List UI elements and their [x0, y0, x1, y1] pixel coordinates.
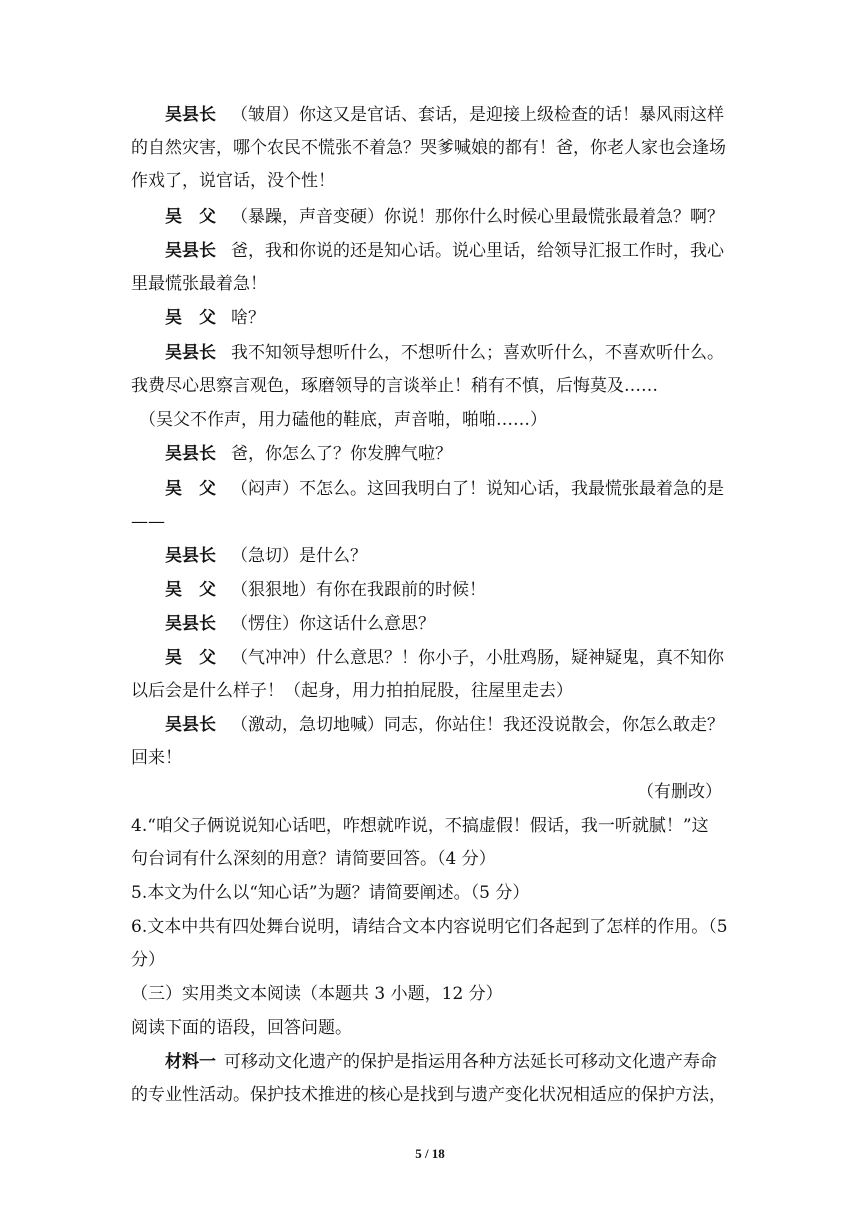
- line-text: 爸，我和你说的还是知心话。说心里话，给领导汇报工作时，我心: [231, 241, 724, 261]
- speaker-name: 吴 父: [165, 207, 216, 227]
- dialogue-line: [165, 478, 731, 500]
- line-text: 可移动文化遗产的保护是指运用各种方法延长可移动文化遗产寿命: [224, 1052, 717, 1072]
- speaker-name: 吴 父: [165, 648, 216, 668]
- dialogue-line: [165, 240, 731, 262]
- text-line: 以后会是什么样子！（起身，用力拍拍屁股，往屋里走去）: [131, 681, 573, 701]
- speaker-name: 吴县长: [165, 343, 216, 363]
- speaker-name: 吴 父: [165, 308, 216, 328]
- line-text: （狠狠地）有你在我跟前的时候！: [231, 580, 486, 600]
- stage-direction: （吴父不作声，用力磕他的鞋底，声音啪，啪啪……）: [139, 410, 547, 430]
- dialogue-line: [165, 647, 731, 669]
- dialogue-line: [165, 342, 731, 364]
- speaker-name: 吴县长: [165, 614, 216, 634]
- dialogue-line: [165, 206, 731, 228]
- text-line: 回来！: [131, 748, 182, 768]
- line-text: （激动，急切地喊）同志，你站住！我还没说散会，你怎么敢走？: [231, 715, 724, 735]
- speaker-name: 吴县长: [165, 715, 216, 735]
- material-line: [165, 1051, 731, 1073]
- dialogue-line: [165, 579, 731, 601]
- material-label: 材料一: [165, 1052, 216, 1072]
- question-4-cont: 句台词有什么深刻的用意？请简要回答。（4 分）: [131, 849, 496, 869]
- page-number: 5 / 18: [415, 1146, 445, 1161]
- text-line: 里最慌张最着急！: [131, 274, 267, 294]
- question-6: 6.文本中共有四处舞台说明，请结合文本内容说明它们各起到了怎样的作用。（5: [131, 917, 728, 937]
- line-text: （皱眉）你这又是官话、套话，是迎接上级检查的话！暴风雨这样: [231, 105, 724, 125]
- line-text: 爸，你怎么了？你发脾气啦？: [231, 444, 452, 464]
- speaker-name: 吴 父: [165, 479, 216, 499]
- question-6-cont: 分）: [131, 950, 165, 970]
- speaker-name: 吴县长: [165, 241, 216, 261]
- speaker-name: 吴县长: [165, 546, 216, 566]
- line-text: （气冲冲）什么意思？！你小子，小肚鸡肠，疑神疑鬼，真不知你: [231, 648, 724, 668]
- line-text: （闷声）不怎么。这回我明白了！说知心话，我最慌张最着急的是: [231, 479, 724, 499]
- source-note: （有删改）: [637, 782, 722, 802]
- line-text: （急切）是什么？: [231, 546, 367, 566]
- text-line: 的专业性活动。保护技术推进的核心是找到与遗产变化状况相适应的保护方法，: [131, 1085, 726, 1105]
- dialogue-line: [165, 613, 731, 635]
- line-text: 啥？: [231, 308, 265, 328]
- question-5: 5.本文为什么以“知心话”为题？请简要阐述。（5 分）: [131, 883, 530, 903]
- speaker-name: 吴县长: [165, 444, 216, 464]
- text-line: 的自然灾害，哪个农民不慌张不着急？哭爹喊娘的都有！爸，你老人家也会逢场: [131, 138, 726, 158]
- speaker-name: 吴 父: [165, 580, 216, 600]
- section-heading: （三）实用类文本阅读（本题共 3 小题，12 分）: [131, 984, 503, 1004]
- text-line: 我费尽心思察言观色，琢磨领导的言谈举止！稍有不慎，后悔莫及……: [131, 376, 658, 396]
- dialogue-line: [165, 443, 731, 465]
- text-line: 作戏了，说官话，没个性！: [131, 171, 335, 191]
- speaker-name: 吴县长: [165, 105, 216, 125]
- line-text: （暴躁，声音变硬）你说！那你什么时候心里最慌张最着急？啊？: [231, 207, 724, 227]
- question-4: 4.“咱父子俩说说知心话吧，咋想就咋说，不搞虚假！假话，我一听就腻！”这: [131, 816, 709, 836]
- line-text: 我不知领导想听什么，不想听什么；喜欢听什么，不喜欢听什么。: [231, 343, 724, 363]
- dialogue-line: [165, 545, 731, 567]
- dialogue-line: [165, 104, 731, 126]
- dialogue-line: [165, 307, 731, 329]
- text-line: ——: [131, 512, 165, 532]
- dialogue-line: [165, 714, 731, 736]
- instruction: 阅读下面的语段，回答问题。: [131, 1018, 352, 1038]
- line-text: （愣住）你这话什么意思？: [231, 614, 435, 634]
